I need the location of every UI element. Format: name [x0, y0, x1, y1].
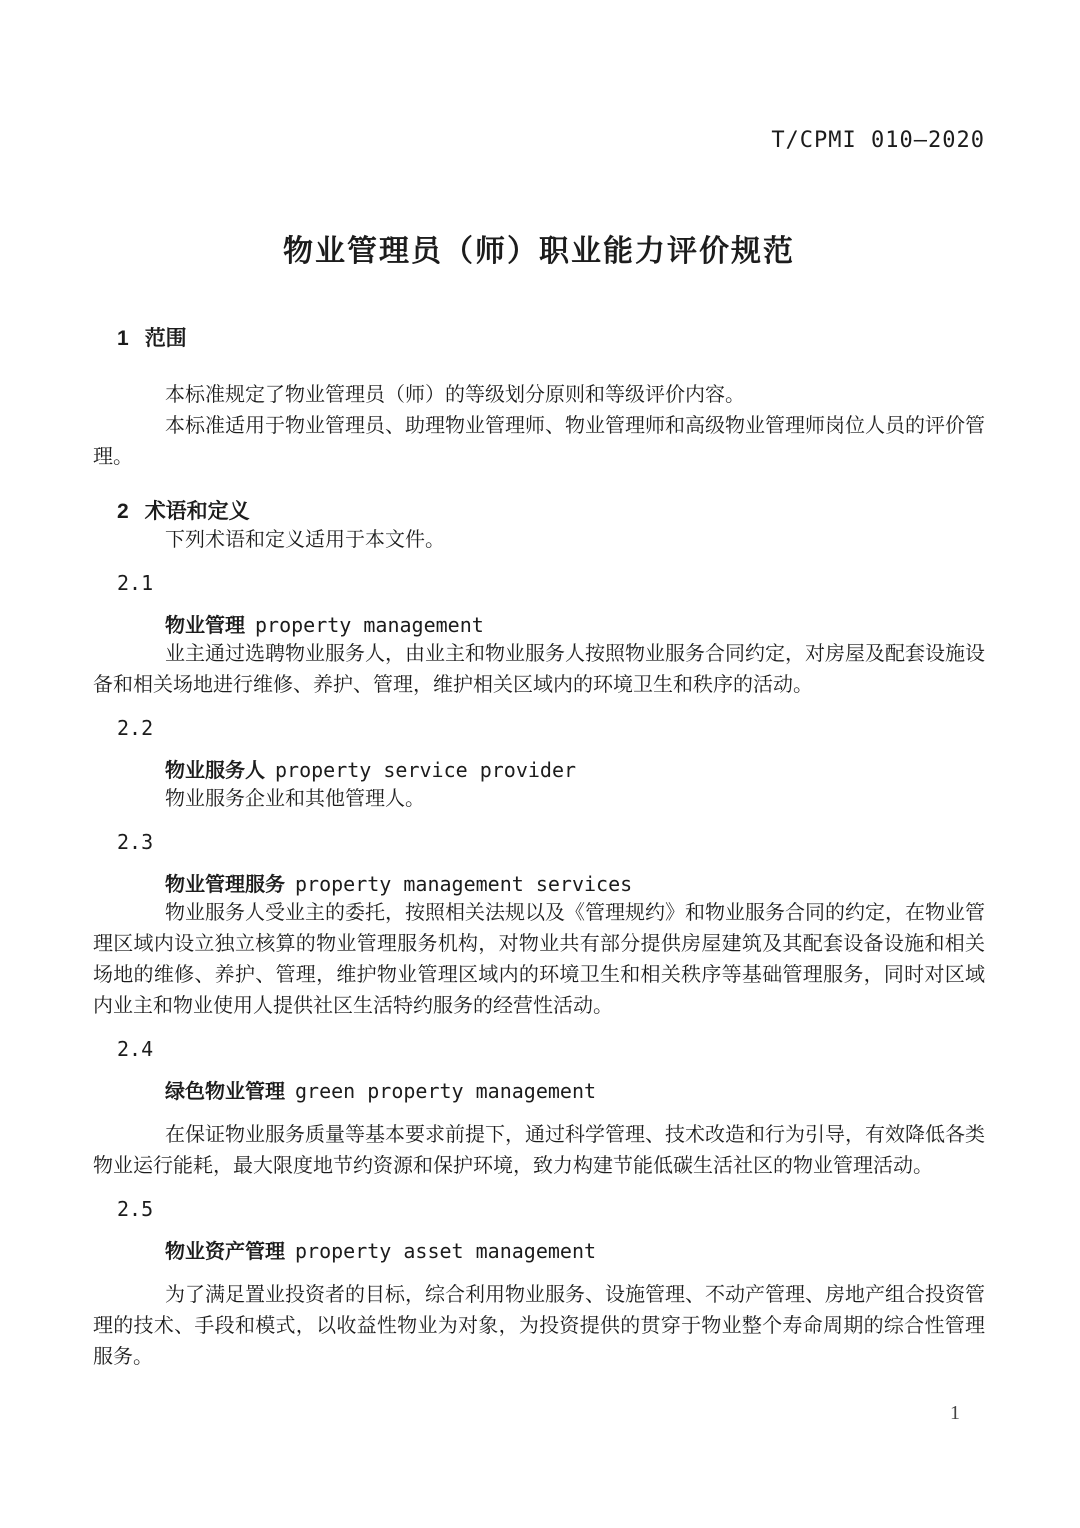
scope-paragraphs [93, 380, 985, 473]
term-line [165, 757, 985, 784]
section-heading-terms [117, 499, 985, 525]
term-en: green property management [295, 1079, 597, 1103]
clause-number: 2.1 [117, 571, 154, 595]
doc-code: T/CPMI 010—2020 [771, 128, 985, 153]
term-zh: 物业资产管理 [165, 1241, 285, 1263]
term-definition: 物业服务人受业主的委托，按照相关法规以及《管理规约》和物业服务合同的约定，在物业管理区域内设立独立核算的物业管理服务机构，对物业共有部分提供房屋建筑及其配套设备设施和相关场地的维修、养护、管理，维护物业管理区域内的环境卫生和相关秩序等基础管理服务，同时对区域内业主和物业使用人提供社区生活特约服务的经营性活动。 [93, 902, 985, 1017]
terms-intro: 下列术语和定义适用于本文件。 [165, 529, 445, 551]
term-line [165, 1238, 985, 1265]
term-en: property service provider [275, 758, 577, 782]
term-line [165, 1078, 985, 1105]
term-zh: 绿色物业管理 [165, 1081, 285, 1103]
section-number: 2 [117, 500, 129, 523]
term-zh: 物业管理 [165, 615, 245, 637]
term-zh: 物业管理服务 [165, 874, 285, 896]
section-heading-scope [117, 326, 985, 352]
scope-paragraph: 本标准适用于物业管理员、助理物业管理师、物业管理师和高级物业管理师岗位人员的评价管理。 [93, 415, 985, 468]
scope-paragraph: 本标准规定了物业管理员（师）的等级划分原则和等级评价内容。 [165, 384, 745, 406]
term-definition: 业主通过选聘物业服务人，由业主和物业服务人按照物业服务合同约定，对房屋及配套设施设备和相关场地进行维修、养护、管理，维护相关区域内的环境卫生和秩序的活动。 [93, 643, 985, 696]
section-label: 范围 [144, 327, 187, 350]
clause-number: 2.4 [117, 1037, 154, 1061]
term-definition: 在保证物业服务质量等基本要求前提下，通过科学管理、技术改造和行为引导，有效降低各类物业运行能耗，最大限度地节约资源和保护环境，致力构建节能低碳生活社区的物业管理活动。 [93, 1124, 985, 1177]
term-definition: 物业服务企业和其他管理人。 [165, 788, 425, 810]
clause-number: 2.2 [117, 716, 154, 740]
term-definition: 为了满足置业投资者的目标，综合利用物业服务、设施管理、不动产管理、房地产组合投资管理的技术、手段和模式，以收益性物业为对象，为投资提供的贯穿于物业整个寿命周期的综合性管理服务。 [93, 1284, 985, 1368]
page-number: 1 [950, 1402, 960, 1424]
document-title: 物业管理员（师）职业能力评价规范 [283, 235, 795, 268]
section-label: 术语和定义 [144, 500, 250, 523]
term-en: property asset management [295, 1239, 597, 1263]
term-en: property management [255, 613, 484, 637]
term-line [165, 871, 985, 898]
clause-number: 2.5 [117, 1197, 154, 1221]
term-line [165, 612, 985, 639]
section-number: 1 [117, 327, 129, 350]
term-en: property management services [295, 872, 633, 896]
clause-number: 2.3 [117, 830, 154, 854]
term-zh: 物业服务人 [165, 760, 265, 782]
